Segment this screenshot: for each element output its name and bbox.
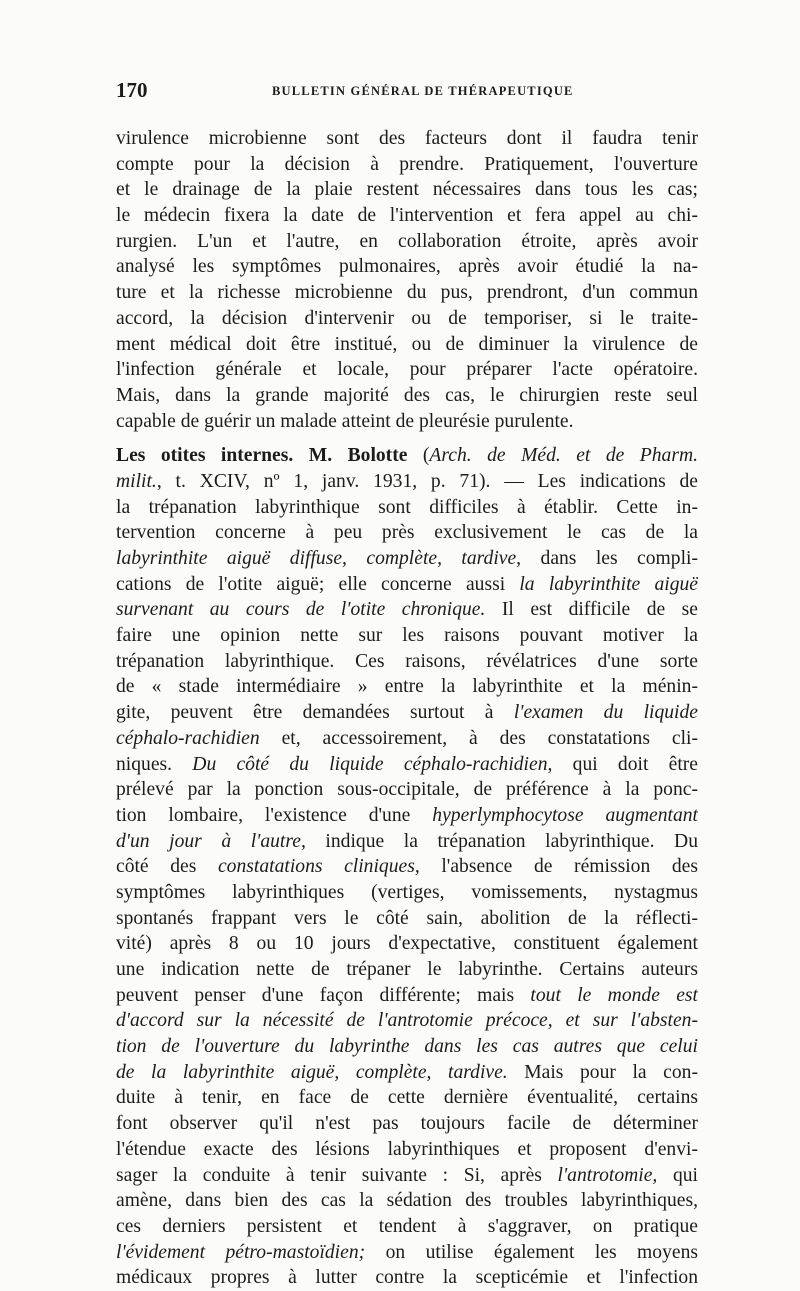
text-span: Mais pour la con-: [507, 1061, 698, 1083]
page-header: [116, 78, 696, 106]
text-line: vité) après 8 ou 10 jours d'expectative, constituent également: [116, 933, 698, 955]
text-line: [116, 726, 698, 752]
text-line: symptômes labyrinthiques (vertiges, vomissements, nystagmus: [116, 881, 698, 903]
text-line: [116, 983, 698, 1009]
text-line: compte pour la décision à prendre. Pratiquement, l'ouverture: [116, 153, 698, 175]
text-line: [116, 1163, 698, 1189]
italic-span: d'un jour à l'autre,: [116, 830, 306, 852]
text-span: cations de l'otite aiguë; elle concerne aussi: [116, 573, 520, 595]
italic-span: l'examen du liquide: [513, 702, 698, 724]
text-line: spontanés frappant vers le côté sain, abolition de la réflecti-: [116, 907, 698, 929]
journal-ref: Arch. de Méd. et de Pharm.: [429, 445, 698, 467]
italic-span: constatations cliniques,: [217, 856, 420, 878]
text-span: tion lombaire, l'existence d'une: [116, 804, 433, 826]
text-line: [116, 469, 698, 495]
text-line: ture et la richesse microbienne du pus, prendront, d'un commun: [116, 282, 698, 304]
text-line: prélevé par la ponction sous-occipitale, de préférence à la ponc-: [116, 779, 698, 801]
text-line: [116, 700, 698, 726]
text-line: ces derniers persistent et tendent à s'aggraver, on pratique: [116, 1215, 698, 1237]
text-line: duite à tenir, en face de cette dernière éventualité, certains: [116, 1087, 698, 1109]
text-span: niques.: [116, 753, 193, 775]
running-title: BULLETIN GÉNÉRAL DE THÉRAPEUTIQUE: [272, 84, 574, 98]
text-line: de « stade intermédiaire » entre la labyrinthite et la ménin-: [116, 676, 698, 698]
text-line: font observer qu'il n'est pas toujours facile de déterminer: [116, 1113, 698, 1135]
text-line: [116, 1060, 698, 1086]
author-name: M. Bolotte: [308, 445, 408, 467]
text-span: sager la conduite à tenir suivante : Si, après: [116, 1164, 558, 1186]
ref-open: (: [407, 445, 430, 467]
text-line: tervention concerne à peu près exclusivement le cas de la: [116, 522, 698, 544]
text-line: et le drainage de la plaie restent nécessaires dans tous les cas;: [116, 179, 698, 201]
text-line: analysé les symptômes pulmonaires, après avoir étudié la na-: [116, 256, 698, 278]
paragraph-otites: [116, 443, 698, 1291]
text-span: indique la trépanation labyrinthique. Du: [305, 830, 698, 852]
text-span: dans les compli-: [521, 548, 698, 569]
text-span: qui doit être: [552, 753, 698, 775]
text-span: côté des: [116, 856, 218, 878]
text-line: [116, 1240, 698, 1266]
paragraph-pleuresie: [116, 126, 698, 434]
paragraph-gap: [116, 434, 698, 443]
italic-span: la labyrinthite aiguë: [519, 573, 698, 595]
text-line: le médecin fixera la date de l'intervention et fera appel au chi-: [116, 205, 698, 227]
text-line: [116, 803, 698, 829]
text-line: l'infection générale et locale, pour préparer l'acte opératoire.: [116, 359, 698, 381]
page-number: 170: [116, 78, 148, 102]
italic-span: l'évidement pétro-mastoïdien;: [116, 1241, 366, 1263]
text-line: [116, 829, 698, 855]
text-span: on utilise également les moyens: [365, 1241, 698, 1263]
journal-ref-cont: milit.: [116, 470, 157, 492]
ref-details: , t. XCIV, nº 1, janv. 1931, p. 71). — Les indications de: [156, 470, 698, 492]
text-span: et, accessoirement, à des constatations cli-: [259, 727, 698, 749]
text-line: Mais, dans la grande majorité des cas, le chirurgien reste seul: [116, 384, 698, 406]
text-line: la trépanation labyrinthique sont difficiles à établir. Cette in-: [116, 496, 698, 518]
text-line: l'étendue exacte des lésions labyrinthiques et proposent d'envi-: [116, 1138, 698, 1160]
text-line: ment médical doit être institué, ou de diminuer la virulence de: [116, 333, 698, 355]
text-line: tion de l'ouverture du labyrinthe dans les cas autres que celui: [116, 1036, 698, 1058]
text-line: trépanation labyrinthique. Ces raisons, révélatrices d'une sorte: [116, 650, 698, 672]
italic-span: céphalo-rachidien: [116, 727, 260, 749]
italic-span: l'antrotomie,: [557, 1164, 658, 1186]
text-line: [116, 443, 698, 469]
text-span: qui: [657, 1164, 698, 1186]
italic-span: labyrinthite aiguë diffuse, complète, tardive,: [116, 548, 522, 569]
italic-span: de la labyrinthite aiguë, complète, tardive.: [116, 1061, 508, 1083]
italic-span: Du côté du liquide céphalo-rachidien,: [192, 753, 553, 775]
italic-span: tout le monde est: [530, 984, 698, 1006]
text-line: capable de guérir un malade atteint de pleurésie purulente.: [116, 410, 574, 432]
page-body: [116, 126, 698, 1291]
text-line: [116, 546, 698, 572]
text-line: faire une opinion nette sur les raisons pouvant motiver la: [116, 625, 698, 647]
italic-span: hyperlymphocytose augmentant: [432, 804, 698, 826]
section-title: Les otites internes.: [116, 445, 294, 467]
text-line: [116, 572, 698, 598]
text-line: une indication nette de trépaner le labyrinthe. Certains auteurs: [116, 959, 698, 980]
text-line: médicaux propres à lutter contre la scepticémie et l'infection: [116, 1267, 698, 1289]
text-span: peuvent penser d'une façon différente; mais: [116, 984, 531, 1006]
text-line: d'accord sur la nécessité de l'antrotomie précoce, et sur l'absten-: [116, 1010, 698, 1032]
text-span: Il est difficile de se: [485, 599, 698, 621]
text-line: [116, 752, 698, 778]
text-line: amène, dans bien des cas la sédation des troubles labyrinthiques,: [116, 1190, 698, 1212]
text-line: accord, la décision d'intervenir ou de temporiser, si le traite-: [116, 307, 698, 329]
text-line: rurgien. L'un et l'autre, en collaboration étroite, après avoir: [116, 230, 698, 252]
text-line: virulence microbienne sont des facteurs dont il faudra tenir: [116, 128, 698, 149]
text-span: gite, peuvent être demandées surtout à: [116, 702, 514, 724]
text-span: l'absence de rémission des: [419, 856, 698, 878]
italic-span: survenant au cours de l'otite chronique.: [116, 599, 486, 621]
text-line: [116, 597, 698, 623]
text-line: [116, 854, 698, 880]
